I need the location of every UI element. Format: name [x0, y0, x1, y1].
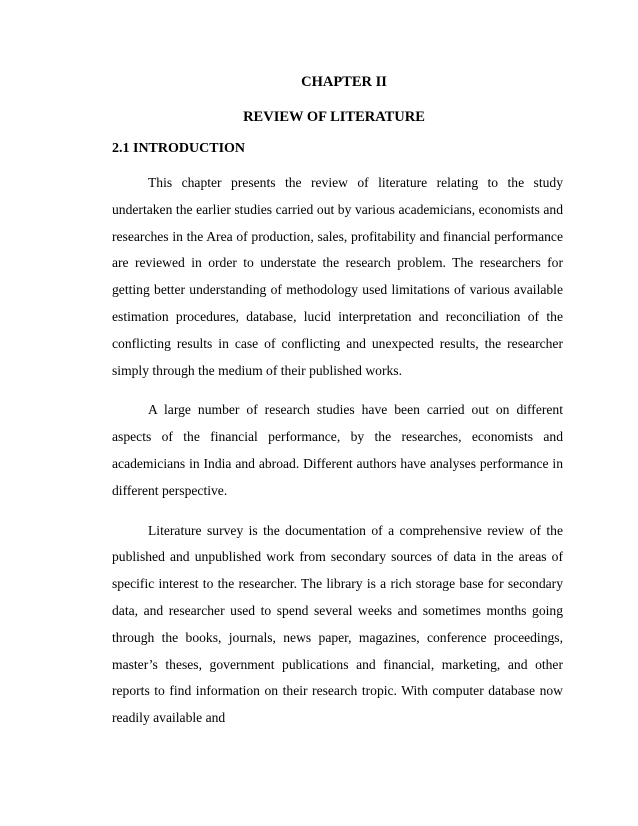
- paragraph-1: This chapter presents the review of literature relating to the study undertaken the earlier studies carried out by various academicians, economists and researches in the Area of production, sales, profitability and financial performance are reviewed in order to understate the research problem. The researchers for getting better understanding of methodology used limitations of various available estimation procedures, database, lucid interpretation and reconciliation of the conflicting results in case of conflicting and unexpected results, the researcher simply through the medium of their published works.: [112, 175, 563, 378]
- paragraph-2: A large number of research studies have been carried out on different aspects of the financial performance, by the researches, economists and academicians in India and abroad. Different authors have analyses performance in different perspective.: [112, 402, 563, 498]
- section-heading: 2.1 INTRODUCTION: [112, 141, 246, 156]
- chapter-title: REVIEW OF LITERATURE: [243, 109, 425, 125]
- paragraph-3: Literature survey is the documentation of a comprehensive review of the published and unpublished work from secondary sources of data in the areas of specific interest to the researcher. The library is a rich storage base for secondary data, and researcher used to spend several weeks and sometimes months going through the books, journals, news paper, magazines, conference proceedings, master’s theses, government publications and financial, marketing, and other reports to find information on their research tropic. With computer database now readily available and: [112, 522, 563, 726]
- body-text: [112, 170, 563, 745]
- chapter-number: CHAPTER II: [301, 74, 387, 90]
